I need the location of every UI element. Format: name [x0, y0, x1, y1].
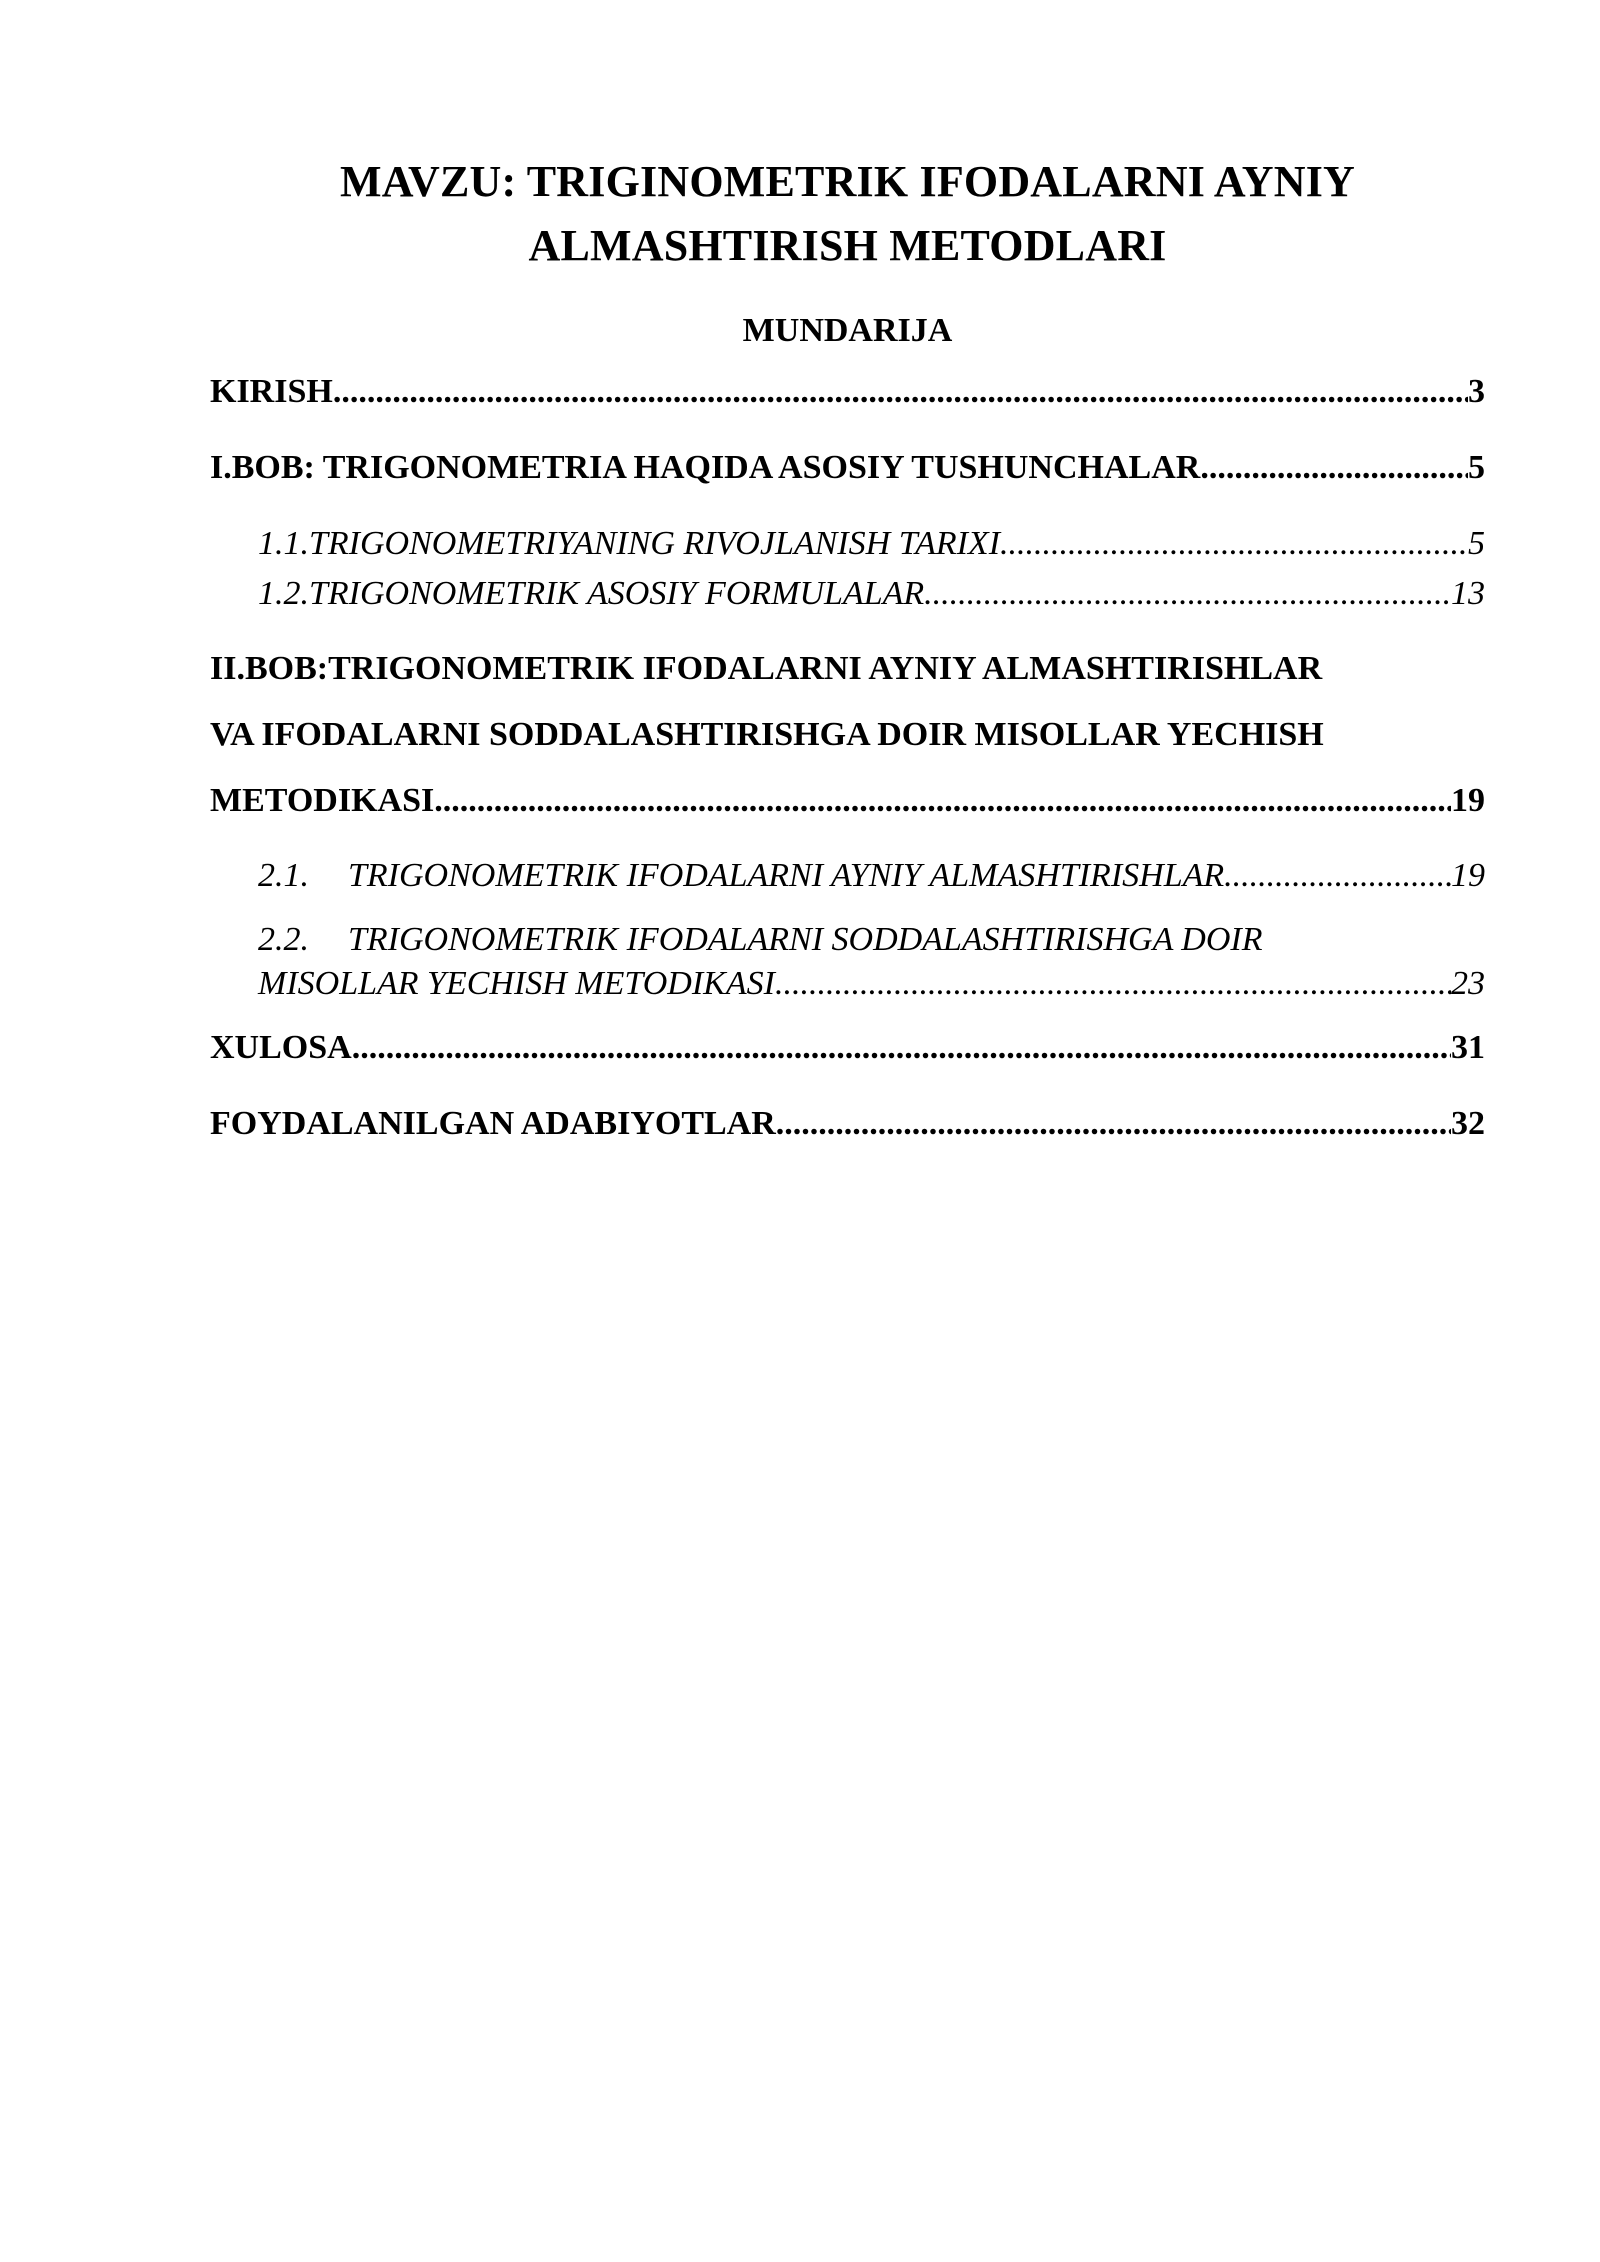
toc-entry-number: 2.1. [258, 857, 309, 894]
toc-dot-leader [352, 1026, 1451, 1070]
toc-page-number: 13 [1451, 575, 1485, 612]
toc-entry-line: II.BOB:TRIGONOMETRIK IFODALARNI AYNIY ALMASHTIRISHLAR [210, 650, 1323, 687]
toc-page-number: 5 [1468, 525, 1485, 562]
toc-dot-leader [775, 962, 1451, 1006]
toc-entry-2-2[interactable] [210, 918, 1485, 1006]
toc-entry-1-2[interactable] [210, 572, 1485, 616]
toc-entry-line: VA IFODALARNI SODDALASHTIRISHGA DOIR MISOLLAR YECHISH [210, 716, 1324, 753]
toc-entry-bob2[interactable] [210, 636, 1485, 834]
toc-entry-line [210, 918, 1485, 962]
toc-entry-title: TRIGONOMETRIK IFODALARNI AYNIY ALMASHTIRISHLAR [348, 857, 1225, 894]
title-line-2: ALMASHTIRISH METODLARI [528, 221, 1167, 270]
toc-page-number: 5 [1468, 449, 1485, 486]
toc-entry-bob1[interactable] [210, 446, 1485, 490]
toc-dot-leader [1000, 522, 1468, 566]
document-title [210, 150, 1485, 278]
toc-entry-2-1[interactable] [210, 854, 1485, 898]
toc-page-number: 23 [1451, 965, 1485, 1002]
toc-entry-label: 1.2.TRIGONOMETRIK ASOSIY FORMULALAR [258, 575, 925, 612]
toc-entry-xulosa[interactable] [210, 1026, 1485, 1070]
toc-entry-label: XULOSA [210, 1029, 352, 1066]
toc-entry-label [258, 854, 1224, 898]
toc-dot-leader [434, 768, 1451, 834]
title-line-1: MAVZU: TRIGINOMETRIK IFODALARNI AYNIY [339, 157, 1356, 206]
toc-entry-label: FOYDALANILGAN ADABIYOTLAR [210, 1105, 776, 1142]
toc-page-number: 3 [1468, 373, 1485, 410]
toc-entry-label: KIRISH [210, 373, 333, 410]
toc-entry-adabiyotlar[interactable] [210, 1102, 1485, 1146]
toc-page-number: 31 [1451, 1029, 1485, 1066]
toc-entry-last-line [210, 962, 1485, 1006]
toc-dot-leader [1200, 446, 1468, 490]
toc-entry-label: MISOLLAR YECHISH METODIKASI [258, 965, 775, 1002]
toc-dot-leader [333, 370, 1468, 414]
toc-page-number: 19 [1451, 857, 1485, 894]
toc-dot-leader [924, 572, 1451, 616]
toc-dot-leader [1224, 854, 1451, 898]
toc-dot-leader [776, 1102, 1451, 1146]
toc-page-number: 19 [1451, 782, 1485, 819]
toc-entry-kirish[interactable] [210, 370, 1485, 414]
toc-entry-1-1[interactable] [210, 522, 1485, 566]
toc-entry-label: I.BOB: TRIGONOMETRIA HAQIDA ASOSIY TUSHUNCHALAR [210, 449, 1201, 486]
toc-entry-title: TRIGONOMETRIK IFODALARNI SODDALASHTIRISHGA DOIR [348, 921, 1263, 958]
toc-entry-label: METODIKASI [210, 782, 435, 819]
toc-entry-last-line [210, 768, 1485, 834]
toc-entry-label: 1.1.TRIGONOMETRIYANING RIVOJLANISH TARIXI [258, 525, 1001, 562]
toc-entry-number: 2.2. [258, 921, 309, 958]
toc-page-number: 32 [1451, 1105, 1485, 1142]
toc-heading: MUNDARIJA [742, 312, 953, 349]
